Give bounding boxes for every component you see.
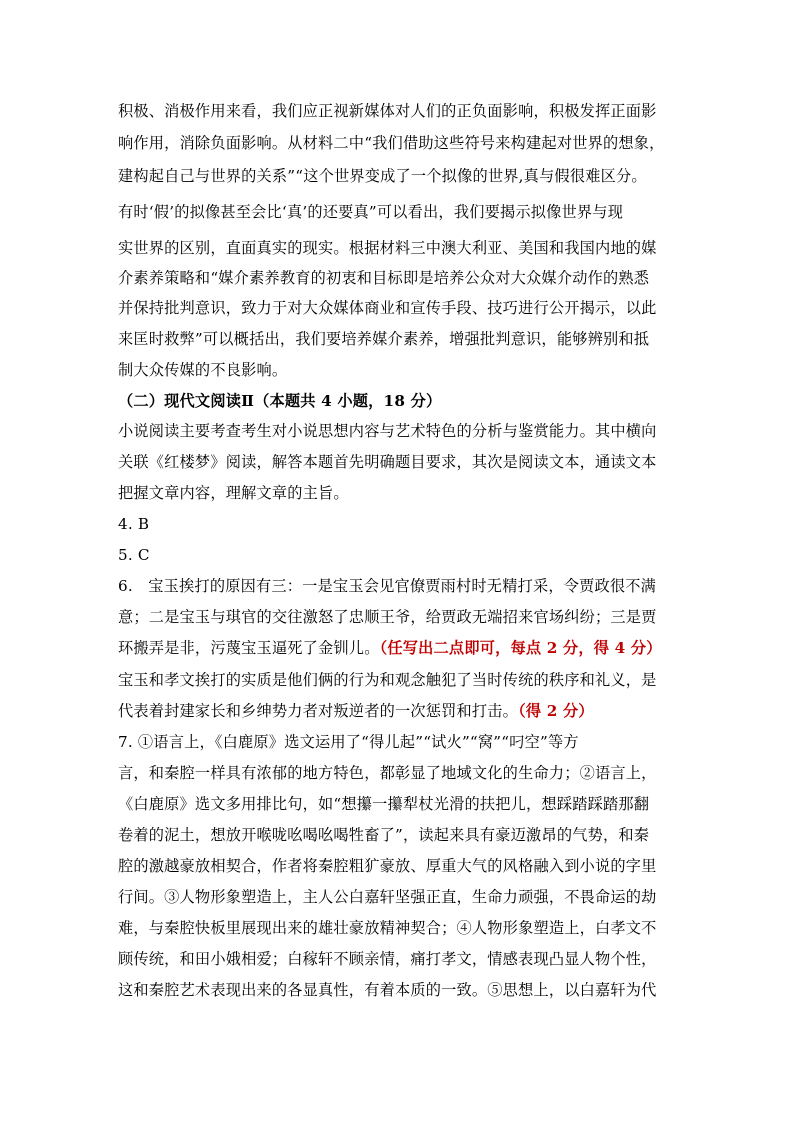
text-line: 言，和秦腔一样具有浓郁的地方特色，都彰显了地域文化的生命力；②语言上， [118,764,657,782]
answer-text: 环搬弄是非，污蔑宝玉逼死了金钏儿。 [118,639,380,657]
answer-text: 代表着封建家长和乡绅势力者对叛逆者的一次惩罚和打击。 [118,702,519,720]
text-line: 顾传统，和田小娥相爱；白稼轩不顾亲情，痛打孝文，情感表现凸显人物个性， [118,950,657,968]
answer-6-line: 6. 宝玉挨打的原因有三：一是宝玉会见官僚贾雨村时无精打采，令贾政很不满 [118,577,657,595]
text-line [118,700,594,722]
answer-4: 4. B [118,515,150,533]
text-line: 难，与秦腔快板里展现出来的雄壮豪放精神契合；④人物形象塑造上，白孝文不 [118,919,657,937]
score-note: （任写出二点即可，每点 2 分，得 4 分） [379,639,662,657]
text-line: 宝玉和孝文挨打的实质是他们俩的行为和观念触犯了当时传统的秩序和礼义，是 [118,671,657,689]
text-line: 把握文章内容，理解文章的主旨。 [118,484,349,502]
text-line: 并保持批判意识，致力于对大众媒体商业和宣传手段、技巧进行公开揭示，以此 [118,299,657,317]
section-heading: （二）现代文阅读Ⅱ（本题共 4 小题，18 分） [118,392,442,410]
answer-6-line [118,637,662,659]
text-line: 卷着的泥土，想放开喉咙吆喝吆喝牲畜了”，读起来具有豪迈激昂的气势，和秦 [118,826,650,844]
text-line: 小说阅读主要考查考生对小说思想内容与艺术特色的分析与鉴赏能力。其中横向 [118,422,657,440]
answer-6-line: 意；二是宝玉与琪官的交往激怒了忠顺王爷，给贾政无端招来官场纠纷；三是贾 [118,608,657,626]
text-line: 积极、消极作用来看，我们应正视新媒体对人们的正负面影响，积极发挥正面影 [118,102,657,120]
answer-7-line: 7. ①语言上，《白鹿原》选文运用了“得儿起”“试火”“窝”“叼空”等方 [118,733,579,751]
answer-5: 5. C [118,546,150,564]
text-line: 响作用，消除负面影响。从材料二中“我们借助这些符号来构建起对世界的想象， [118,134,665,152]
text-line: 关联《红楼梦》阅读，解答本题首先明确题目要求，其次是阅读文本，通读文本 [118,453,657,471]
text-line: 有时‘假’的拟像甚至会比‘真’的还要真”可以看出，我们要揭示拟像世界与现 [118,203,624,221]
text-line: 《白鹿原》选文多用排比句，如“想攥一攥犁杖光滑的扶把儿，想踩踏踩踏那翻 [118,795,650,813]
text-line: 实世界的区别，直面真实的现实。根据材料三中澳大利亚、美国和我国内地的媒 [118,239,657,257]
text-line: 行间。③人物形象塑造上，主人公白嘉轩坚强正直，生命力顽强，不畏命运的劫 [118,888,657,906]
text-line: 来匡时救弊”可以概括出，我们要培养媒介素养，增强批判意识，能够辨别和抵 [118,330,650,348]
text-line: 制大众传媒的不良影响。 [118,361,288,379]
text-line: 建构起自己与世界的关系”“这个世界变成了一个拟像的世界,真与假很难区分。 [118,167,647,185]
text-line: 腔的激越豪放相契合，作者将秦腔粗犷豪放、厚重大气的风格融入到小说的字里 [118,857,657,875]
score-note: （得 2 分） [518,702,594,720]
text-line: 这和秦腔艺术表现出来的各显真性，有着本质的一致。⑤思想上，以白嘉轩为代 [118,981,657,999]
text-line: 介素养策略和“媒介素养教育的初衷和目标即是培养公众对大众媒介动作的熟悉 [118,269,650,287]
